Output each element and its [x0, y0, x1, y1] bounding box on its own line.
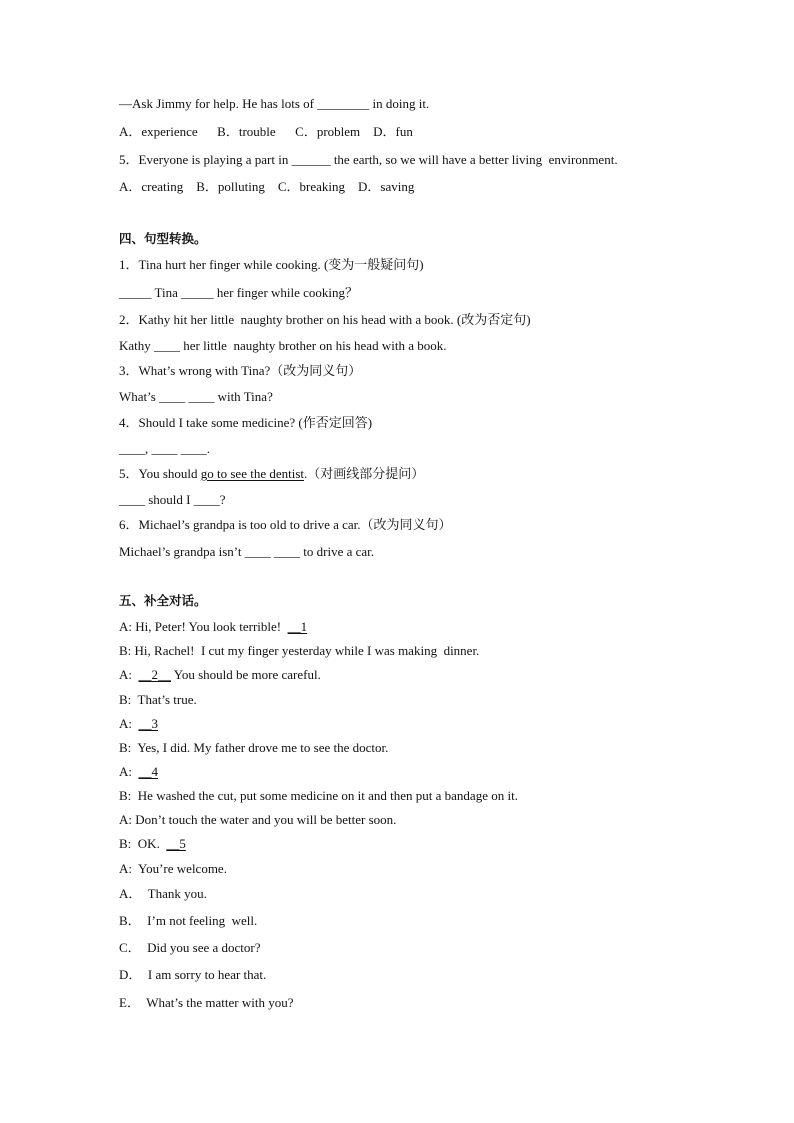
p4-q6-answer: Michael’s grandpa isn’t ____ ____ to drive a car. — [119, 544, 375, 559]
dialogue-text: That’s true. — [131, 692, 197, 707]
speaker-label: B: — [119, 740, 132, 755]
dialogue-line — [119, 835, 186, 853]
p4-q5-prompt-after: .（对画线部分提问） — [304, 466, 425, 481]
dialogue-line — [119, 666, 321, 684]
p4-q5-prompt-before: 5．You should — [119, 466, 201, 481]
dialogue-text: You’re welcome. — [132, 861, 227, 876]
dialogue-blank: __1 — [287, 619, 308, 634]
dialogue-text: You should be more careful. — [171, 667, 321, 682]
p4-q2-prompt: 2．Kathy hit her little naughty brother on his head with a book. (改为否定句) — [119, 312, 531, 327]
dialogue-line — [119, 787, 518, 805]
p4-q4-answer: ____, ____ ____. — [119, 441, 210, 456]
speaker-label: A: — [119, 716, 132, 731]
p4-q4-prompt: 4．Should I take some medicine? (作否定回答) — [119, 415, 373, 430]
dialogue-line — [119, 642, 479, 660]
speaker-label: A: — [119, 667, 132, 682]
q5-stem: 5．Everyone is playing a part in ______ the earth, so we will have a better living environment. — [119, 152, 618, 167]
dialogue-text: He washed the cut, put some medicine on it and then put a bandage on it. — [131, 788, 518, 803]
dialogue-blank: __3 — [138, 716, 158, 731]
option-e: E． What’s the matter with you? — [119, 995, 294, 1010]
dialogue-text: Hi, Rachel! I cut my finger yesterday while I was making dinner. — [131, 643, 480, 658]
option-c: C． Did you see a doctor? — [119, 940, 261, 955]
q5-options: A．creating B．polluting C．breaking D．saving — [119, 179, 415, 194]
q4-answer-line: —Ask Jimmy for help. He has lots of ________ in doing it. — [119, 96, 430, 111]
dialogue-text: Don’t touch the water and you will be better soon. — [132, 812, 397, 827]
speaker-label: A: — [119, 764, 132, 779]
option-d: D． I am sorry to hear that. — [119, 967, 267, 982]
option-b: B． I’m not feeling well. — [119, 913, 258, 928]
speaker-label: B: — [119, 692, 132, 707]
speaker-label: B: — [119, 643, 132, 658]
dialogue-text: OK. — [131, 836, 167, 851]
speaker-label: A: — [119, 619, 132, 634]
speaker-label: A: — [119, 812, 132, 827]
dialogue-line — [119, 691, 197, 709]
dialogue-line — [119, 715, 158, 733]
speaker-label: B: — [119, 788, 132, 803]
speaker-label: A: — [119, 861, 132, 876]
section-heading-part4: 四、句型转换。 — [119, 231, 207, 246]
dialogue-line — [119, 739, 388, 757]
p4-q3-answer: What’s ____ ____ with Tina? — [119, 389, 273, 404]
dialogue-blank: __4 — [138, 764, 158, 779]
dialogue-text: Yes, I did. My father drove me to see the doctor. — [131, 740, 389, 755]
p4-q5-underlined-phrase: go to see the dentist — [200, 466, 305, 481]
dialogue-line — [119, 811, 396, 829]
p4-q5-answer: ____ should I ____? — [119, 492, 226, 507]
dialogue-text: Hi, Peter! You look terrible! — [132, 619, 288, 634]
speaker-label: B: — [119, 836, 132, 851]
section-heading-part5: 五、补全对话。 — [119, 593, 207, 608]
dialogue-line — [119, 618, 307, 636]
p4-q6-prompt: 6．Michael’s grandpa is too old to drive a car.（改为同义句） — [119, 517, 452, 532]
dialogue-line — [119, 860, 227, 878]
p4-q3-prompt: 3．What’s wrong with Tina?（改为同义句） — [119, 363, 362, 378]
q4-options: A．experience B．trouble C．problem D．fun — [119, 124, 413, 139]
dialogue-line — [119, 763, 158, 781]
dialogue-blank: __5 — [166, 836, 186, 851]
dialogue-blank: __2__ — [138, 667, 171, 682]
p4-q5-prompt — [119, 465, 424, 483]
option-a: A． Thank you. — [119, 886, 207, 901]
p4-q1-answer: _____ Tina _____ her finger while cooking？ — [119, 285, 359, 300]
p4-q1-prompt: 1．Tina hurt her finger while cooking. (变为一般疑问句) — [119, 257, 424, 272]
p4-q2-answer: Kathy ____ her little naughty brother on his head with a book. — [119, 338, 447, 353]
